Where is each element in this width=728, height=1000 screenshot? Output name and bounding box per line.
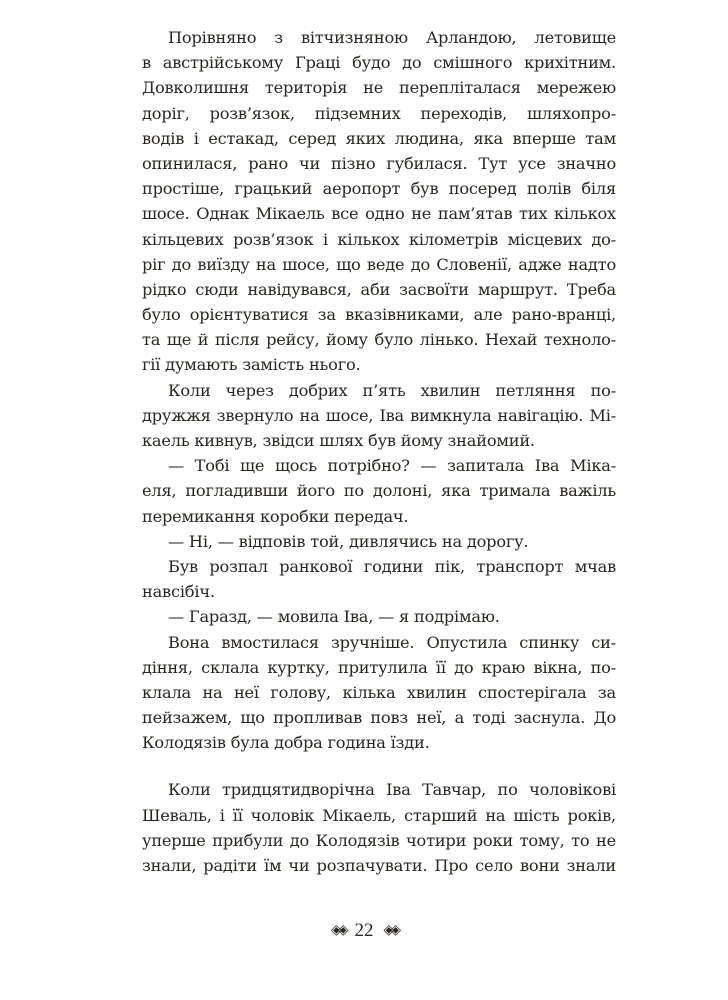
text-line: діння, склала куртку, притулила її до краю вікна, по- xyxy=(142,657,616,677)
text-line: клала на неї голову, кілька хвилин спостерігала за xyxy=(142,682,616,702)
text-line: було орієнтуватися за вказівниками, але рано-вранці, xyxy=(142,305,616,325)
paragraph xyxy=(142,630,616,756)
text-line: Порівняно з вітчизняною Арландою, летовище xyxy=(168,28,616,47)
text-line: Вона вмостилася зручніше. Опустила спинку си- xyxy=(168,632,616,652)
text-line: Колодязів була добра година їзди. xyxy=(142,733,430,753)
text-line: Довколишня територія не перепліталася мережею xyxy=(142,78,616,98)
text-line: кільцевих розв’язок і кількох кілометрів місцевих до- xyxy=(142,229,616,249)
paragraph xyxy=(142,453,616,529)
book-page-text xyxy=(142,25,616,878)
text-line: доріг, розв’язок, підземних переходів, шляхопро- xyxy=(142,103,616,123)
paragraph xyxy=(142,604,616,629)
text-line: опинилася, рано чи пізно губилася. Тут усе значно xyxy=(142,153,616,173)
text-line: ріг до виїзду на шосе, що веде до Словенії, адже надто xyxy=(142,254,616,274)
text-line: гії думають замість нього. xyxy=(142,355,361,375)
text-line: — Ні, — відповів той, дивлячись на дорогу. xyxy=(168,531,529,551)
text-line: пейзажем, що пропливав повз неї, а тоді заснула. До xyxy=(142,708,616,728)
paragraph xyxy=(142,378,616,454)
text-line: простіше, грацький аеропорт був посеред полів біля xyxy=(142,179,616,199)
text-line: еля, погладивши його по долоні, яка тримала важіль xyxy=(142,481,616,501)
text-line: перемикання коробки передач. xyxy=(142,506,409,526)
ornament-knot-icon: ◈◈ xyxy=(383,923,398,938)
page-number: 22 xyxy=(354,920,374,941)
text-line: дружжя звернуло на шосе, Іва вимкнула навігацію. Мі- xyxy=(142,405,616,425)
text-line: та ще й після рейсу, йому було лінько. Нехай техноло- xyxy=(142,330,616,350)
text-line: — Тобі ще щось потрібно? — запитала Іва Міка- xyxy=(168,456,616,476)
paragraph xyxy=(142,554,616,604)
text-line: знали, радіти їм чи розпачувати. Про село вони знали xyxy=(142,856,616,875)
text-line: рідко сюди навідувався, аби засвоїти маршрут. Треба xyxy=(142,279,616,299)
text-line: Коли через добрих п’ять хвилин петляння по- xyxy=(168,380,616,400)
text-line: навсібіч. xyxy=(142,582,215,602)
text-line: — Гаразд, — мовила Іва, — я подрімаю. xyxy=(168,607,500,627)
text-line: Шеваль, і її чоловік Мікаель, старший на шість років, xyxy=(142,805,616,825)
text-line: уперше прибули до Колодязів чотири роки тому, то не xyxy=(142,830,616,850)
paragraph xyxy=(142,777,616,878)
text-line: в австрійському Граці будо до смішного крихітним. xyxy=(142,53,616,73)
text-line: Коли тридцятидворічна Іва Тавчар, по чоловікові xyxy=(168,780,616,800)
text-line: шосе. Однак Мікаель все одно не пам’ятав тих кількох xyxy=(142,204,616,224)
text-line: каель кивнув, звідси шлях був йому знайомий. xyxy=(142,431,535,450)
section-break xyxy=(142,755,616,777)
ornament-knot-icon: ◈◈ xyxy=(330,923,345,938)
paragraph xyxy=(142,529,616,554)
text-line: водів і естакад, серед яких людина, яка вперше там xyxy=(142,128,616,148)
text-line: Був розпал ранкової години пік, транспорт мчав xyxy=(168,556,616,576)
paragraph xyxy=(142,25,616,378)
page-footer xyxy=(0,920,728,942)
